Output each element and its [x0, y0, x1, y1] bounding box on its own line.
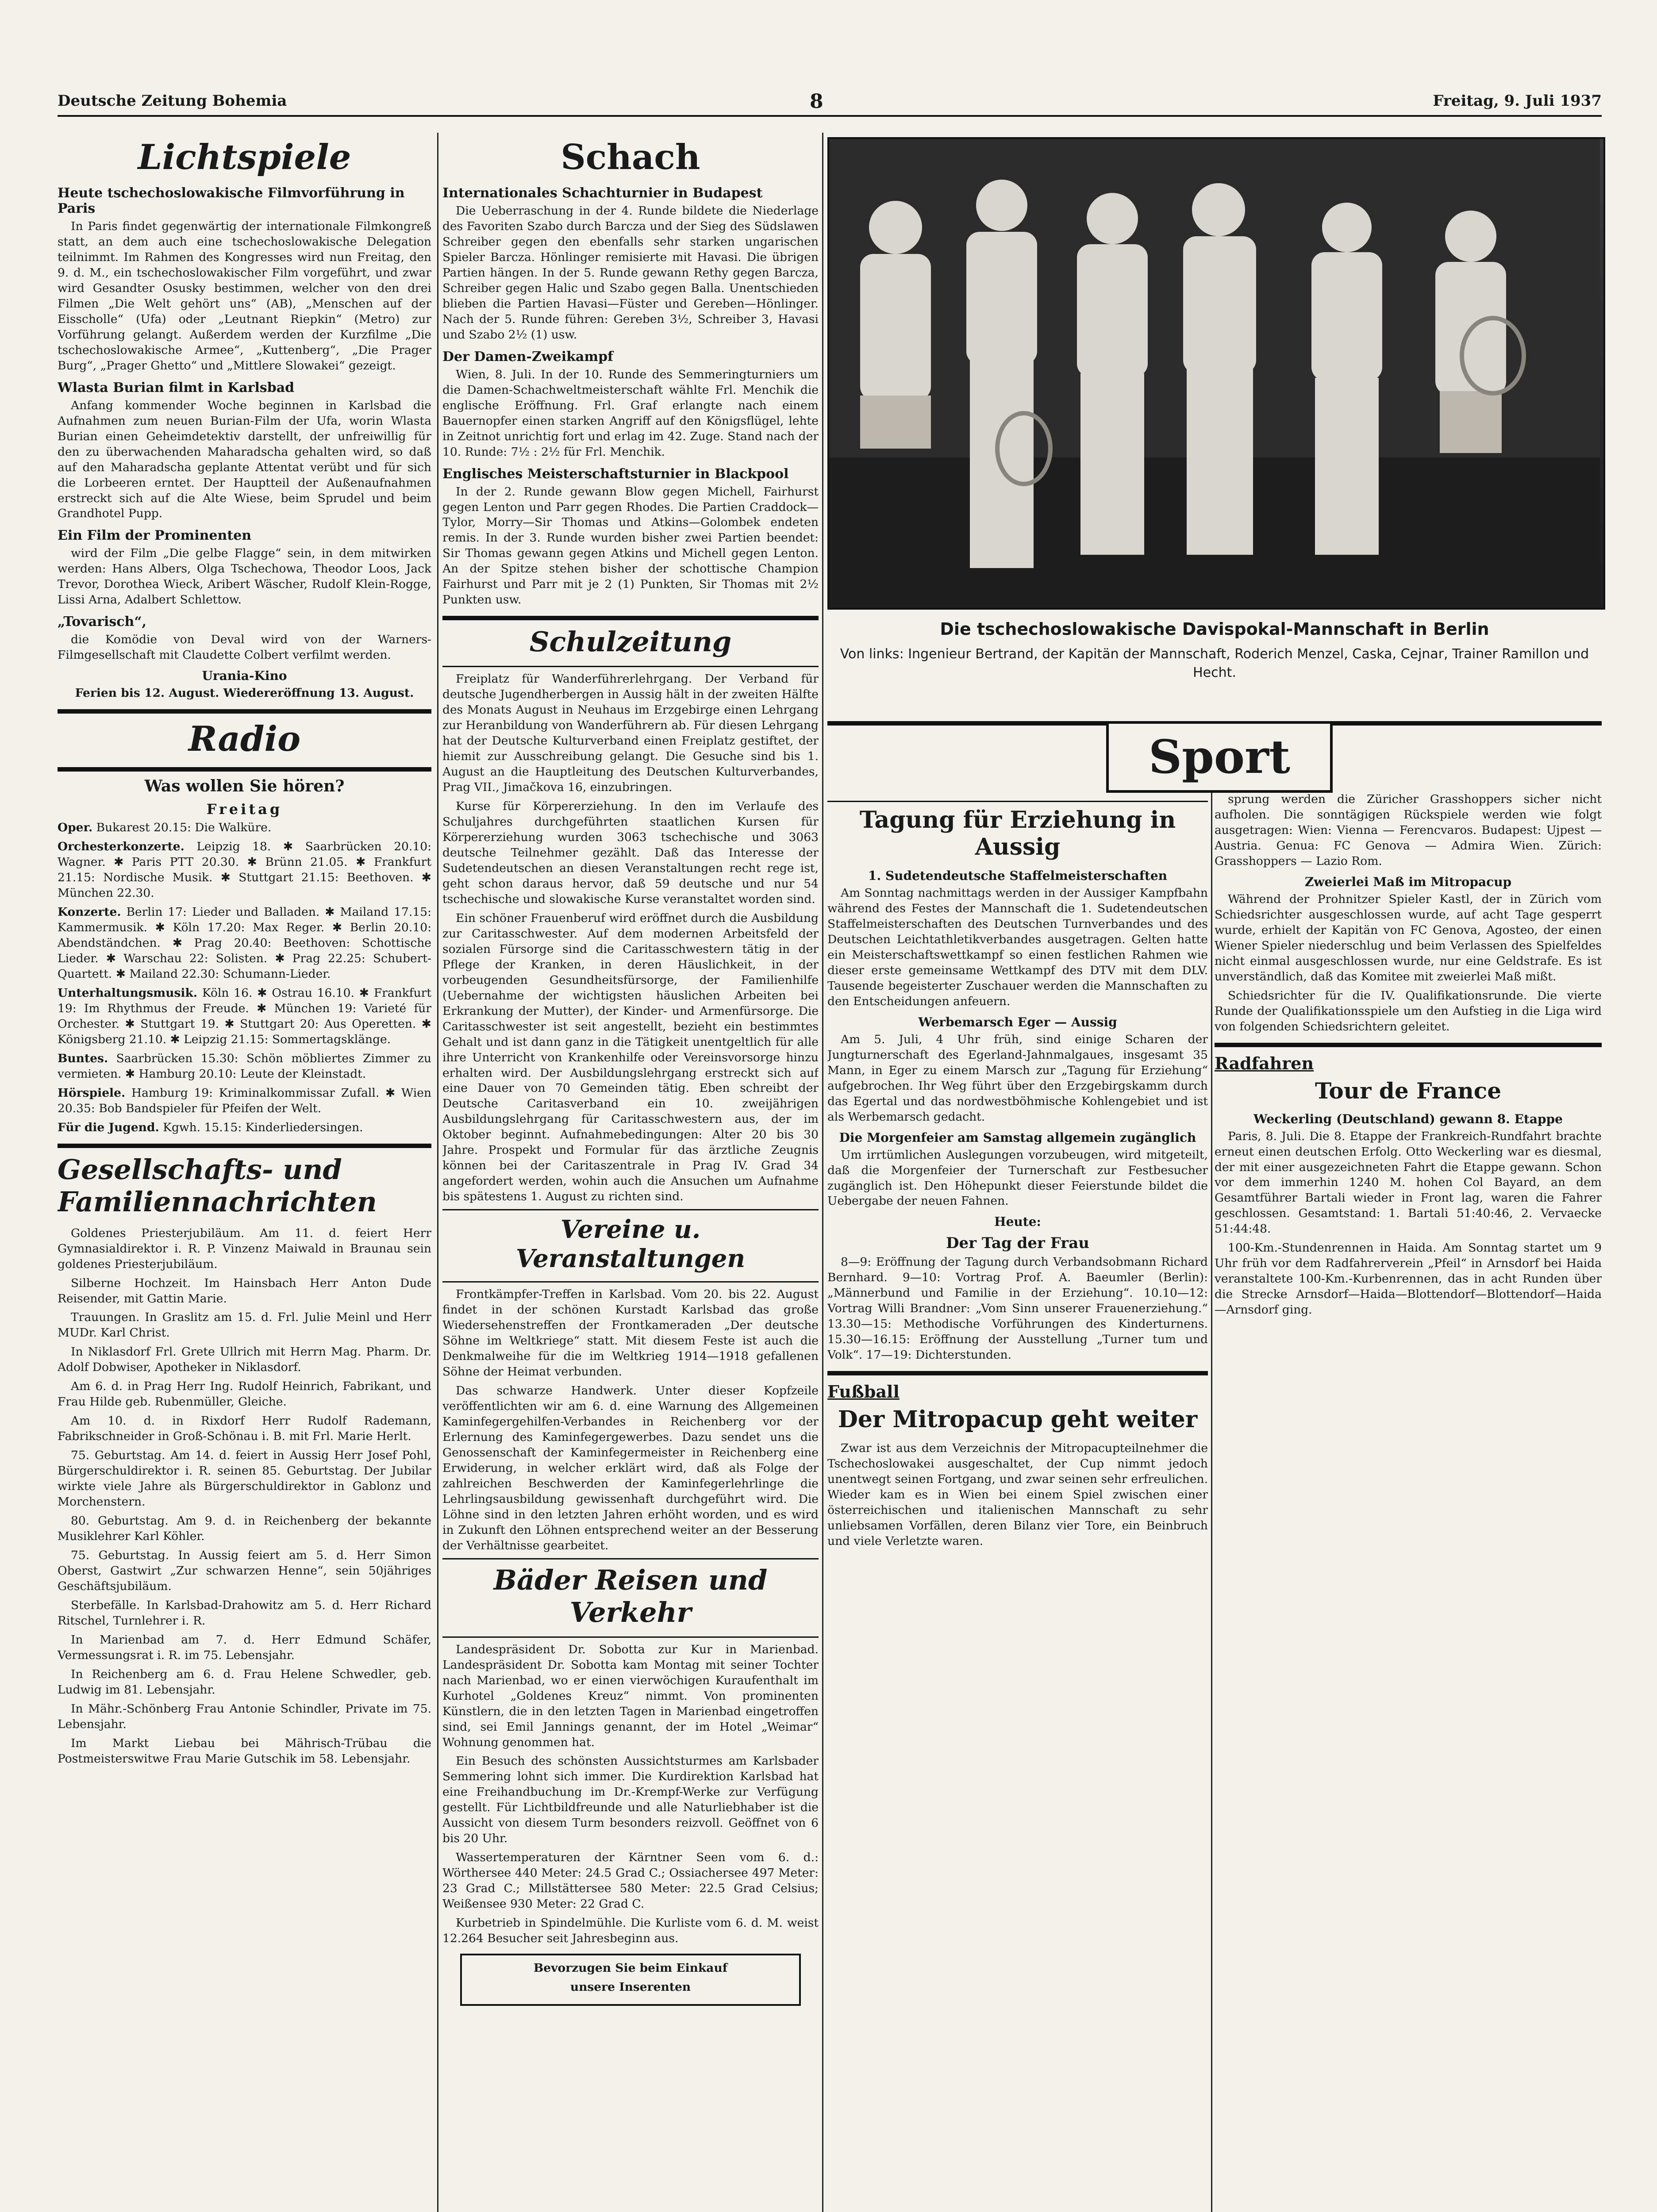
section-divider [442, 616, 819, 620]
photo-block [827, 137, 1602, 721]
section-title-gesellschaft: Gesellschafts- und Familiennachrichten [58, 1153, 377, 1218]
article-text: Ein Besuch des schönsten Aussichtsturmes am Karlsbader Semmering lohnt sich immer. Die Kurdirektion Karlsbad hat eine Freihandbuchung im Dr.-Krempf-Werke zur Verfügung gestellt. Für Lichtbildfreunde und alle Naturliebhaber ist die Aussicht von diesem Turm besonders reizvoll. Geöffnet von 6 bis 20 Uhr. [442, 1754, 819, 1846]
article-headline: Wlasta Burian filmt in Karlsbad [58, 380, 295, 396]
article-text: Um irrtümlichen Auslegungen vorzubeugen, wird mitgeteilt, daß die Morgenfeier der Turnerschaft zur Festbesucher zugänglich ist. Den Höhepunkt dieser Feierstunde bildet die Uebergabe der neuen Fahnen. [827, 1148, 1208, 1208]
section-title-radio: Radio [188, 719, 301, 760]
column-rule [822, 133, 823, 2212]
radio-category: Oper. [58, 821, 93, 835]
section-divider [442, 666, 819, 667]
radio-category: Orchesterkonzerte. [58, 840, 185, 854]
article-headline: Weckerling (Deutschland) gewann 8. Etappe [1253, 1111, 1563, 1126]
tagung-headline: Tagung für Erziehung in Aussig [859, 806, 1176, 860]
article-text: Frontkämpfer-Treffen in Karlsbad. Vom 20. bis 22. August findet in der schönen Kurstadt Karlsbad das große Wiedersehenstreffen der Frontkameraden „Der deutsche Söhne im Weltkriege“ statt. Mit diesem Feste ist auch die Denkmalweihe für die im Weltkrieg 1914—1918 gefallenen Söhne der Heimat verbunden. [442, 1287, 819, 1379]
article-text: Während der Prohnitzer Spieler Kastl, der in Zürich vom Schiedsrichter ausgeschlossen wurde, auf acht Tage gesperrt wurde, erhielt der Kapitän von FC Genova, Agosteo, der einen Wiener Spieler niederschlug und beim Verlassen des Spielfeldes nicht einmal ausgeschlossen wurde, nur eine Geldstrafe. Es ist unverständlich, daß das Komitee mit zweierlei Maß mißt. [1215, 892, 1602, 983]
article-headline: Englisches Meisterschaftsturnier in Blackpool [442, 466, 789, 482]
family-notice: Silberne Hochzeit. Im Hainsbach Herr Anton Dude Reisender, mit Gattin Marie. [58, 1276, 431, 1306]
article-text: Kurse für Körpererziehung. In den im Verlaufe des Schuljahres durchgeführten staatlichen Kursen für Körpererziehung wurden 3063 tschechische und 3063 deutsche Teilnehmer gezählt. Daß das Interesse der Sudetendeutschen an diesen Veranstaltungen recht rege ist, geht schon daraus hervor, daß 59 deutsche und nur 54 tschechische und slowakische Kurse veranstaltet worden sind. [442, 799, 819, 906]
family-notice: Goldenes Priesterjubiläum. Am 11. d. feiert Herr Gymnasialdirektor i. R. P. Vinzenz Maiwald in Braunau sein goldenes Priesterjubiläum. [58, 1226, 431, 1271]
family-notice: Am 6. d. in Prag Herr Ing. Rudolf Heinrich, Fabrikant, und Frau Hilde geb. Rubenmüller, Gleiche. [58, 1379, 431, 1409]
article-text: Kurbetrieb in Spindelmühle. Die Kurliste vom 6. d. M. weist 12.264 Besucher seit Jahresbeginn aus. [442, 1916, 819, 1946]
article-headline: Der Damen-Zweikampf [442, 349, 613, 365]
section-divider [442, 1281, 819, 1283]
column-3 [827, 796, 1208, 2212]
column-1 [58, 133, 431, 2212]
section-divider [58, 1144, 431, 1148]
article-text: In Paris findet gegenwärtig der internationale Filmkongreß statt, an dem auch eine tschechoslowakische Delegation teilnimmt. Im Rahmen des Kongresses wird nun Freitag, den 9. d. M., ein tschechoslowakischer Film vorgeführt, und zwar wird Gesandter Osusky bestimmen, welcher von den drei Filmen „Die Welt gehört uns“ (AB), „Menschen auf der Eisscholle“ (Ufa) oder „Leutnant Riepkin“ (Metro) zur Vorführung gelangt. Außerdem werden der Kurzfilme „Die tschechoslowakische Armee“, „Kuttenberg“, „Die Prager Burg“, „Prager Ghetto“ und „Mittlere Slowakei“ gezeigt. [58, 219, 431, 373]
radio-category: Buntes. [58, 1051, 108, 1065]
page-number: 8 [810, 90, 823, 113]
radio-category: Unterhaltungsmusik. [58, 986, 198, 1000]
article-text: In der 2. Runde gewann Blow gegen Michell, Fairhurst gegen Lenton und Parr gegen Rhodes. Die Partien Craddock—Tylor, Morry—Sir Thomas und Atkins—Golombek endeten remis. In der 3. Runde wurden bisher zwei Partien beendet: Sir Thomas gewann gegen Atkins und Michell gegen Lenton. An der Spitze stehen bisher der schottische Champion Fairhurst und Parr mit je 2 (1) Punkten, Sir Thomas mit 2½ Punkten usw. [442, 484, 819, 607]
article-headline: Die Morgenfeier am Samstag allgemein zugänglich [839, 1130, 1196, 1145]
fussball-label: Fußball [827, 1382, 900, 1402]
article-text: wird der Film „Die gelbe Flagge“ sein, in dem mitwirken werden: Hans Albers, Olga Tschechowa, Theodor Loos, Jack Trevor, Dorothea Wieck, Aribert Wäscher, Rudolf Klein-Rogge, Lissi Arna, Adalbert Schlettow. [58, 546, 431, 607]
article-text: Die Ueberraschung in der 4. Runde bildete die Niederlage des Favoriten Szabo durch Barcza und der Sieg des Südslawen Schreiber gegen den ebenfalls sehr starken ungarischen Spieler Barcza. Hönlinger remisierte mit Havasi. Die übrigen Partien hängen. In der 5. Runde gewann Rethy gegen Barcza, Schreiber gegen Halic und Szabo gegen Balla. Unentschieden blieben die Partien Havasi—Füster und Gereben—Hönlinger. Nach der 5. Runde führen: Gereben 3½, Schreiber 3, Havasi und Szabo 2½ (1) usw. [442, 204, 819, 342]
article-text: die Komödie von Deval wird von der Warners-Filmgesellschaft mit Claudette Colbert verfilmt werden. [58, 633, 431, 662]
radio-category: Konzerte. [58, 905, 121, 919]
radio-category: Für die Jugend. [58, 1120, 159, 1134]
article-text: Zwar ist aus dem Verzeichnis der Mitropacupteilnehmer die Tschechoslowakei ausgeschaltet, der Cup nimmt jedoch unentwegt seinen Fortgang, und zwar seinen sehr erfreulichen. Wieder kam es in Wien bei einem Spiel zwischen einer österreichischen und italienischen Mannschaft zu sehr unliebsamen Vorfällen, deren Bilanz vier Tore, ein Beinbruch und viele Verletzte waren. [827, 1441, 1208, 1548]
radfahren-label: Radfahren [1215, 1053, 1314, 1073]
article-text: sprung werden die Züricher Grasshoppers sicher nicht aufholen. Die sonntägigen Rückspiele werden wie folgt ausgetragen: Wien: Vienna — Ferencvaros. Budapest: Ujpest — Austria. Genua: FC Genova — Admira Wien. Zürich: Grasshoppers — Lazio Rom. [1215, 792, 1602, 868]
article-text: Paris, 8. Juli. Die 8. Etappe der Frankreich-Rundfahrt brachte erneut einen deutschen Erfolg. Otto Weckerling war es diesmal, der mit einer ausgezeichneten Fahrt die Etappe gewann. Schon vor dem immerhin 1240 M. hohen Col Bayard, an dem Gesamtführer Bartali wieder in Front lag, waren die Fahrer geschlossen. Gesamtstand: 1. Bartali 51:40:46, 2. Vervaecke 51:44:48. [1215, 1129, 1602, 1236]
article-headline: 1. Sudetendeutsche Staffelmeisterschaften [868, 868, 1167, 883]
family-notice: Trauungen. In Graslitz am 15. d. Frl. Julie Meinl und Herr MUDr. Karl Christ. [58, 1310, 431, 1340]
article-text: Ein schöner Frauenberuf wird eröffnet durch die Ausbildung zur Caritasschwester. Auf dem modernen Arbeitsfeld der sozialen Fürsorge sind die Caritasschwestern tätig in der Pflege der Kranken, in deren Häuslichkeit, in der vorbeugenden Gesundheitsfürsorge, der Familienhilfe (Uebernahme der wichtigsten häuslichen Arbeiten bei Erkrankung der Mutter), der Kinder- und Armenfürsorge. Die Caritasschwester ist seit angestellt, bezieht ein bestimmtes Gehalt und ist dann ganz in die Tätigkeit unentgeltlich für alle ihre Unterricht von Krankenhilfe oder Vereinsvorsorge hinzu erhalten wird. Der Ausbildungslehrgang erstreckt sich auf eine Dauer von 70 Gemeinden tätig. Eben schreibt der Deutsche Caritasverband ein 10. zweijährigen Ausbildungslehrgang für Caritasschwestern aus, der im Oktober beginnt. Aufnahmebedingungen: Alter 20 bis 30 Jahre. Prospekt und Formular für das ärztliche Zeugnis können bei der Caritaszentrale in Prag IV. Grad 34 angefordert werden, wohin auch die Ansuchen um Aufnahme bis spätestens 1. August zu richten sind. [442, 911, 819, 1204]
column-rule [1211, 792, 1212, 2212]
team-photo-image [829, 139, 1600, 604]
team-photo [827, 137, 1605, 610]
article-text: 8—9: Eröffnung der Tagung durch Verbandsobmann Richard Bernhard. 9—10: Vortrag Prof. A. Baeumler (Berlin): „Männerbund und Familie in der Erziehung“. 10.10—12: Vortrag Willi Brandner: „Vom Sinn unserer Frauenerziehung.“ 13.30—15: Methodische Vorführungen des Kinderturnens. 15.30—16.15: Eröffnung der Ausstellung „Turner tum und Volk“. 17—19: Dichterstunden. [827, 1255, 1208, 1362]
article-headline: Zweierlei Maß im Mitropacup [1304, 874, 1512, 889]
article-headline: Internationales Schachturnier in Budapest [442, 185, 763, 201]
column-2 [442, 133, 819, 2212]
radio-question: Was wollen Sie hören? [144, 777, 345, 796]
family-notice: In Niklasdorf Frl. Grete Ullrich mit Herrn Mag. Pharm. Dr. Adolf Dobwiser, Apotheker in Niklasdorf. [58, 1345, 431, 1375]
family-notice: Im Markt Liebau bei Mährisch-Trübau die Postmeisterswitwe Frau Marie Gutschik im 58. Lebensjahr. [58, 1736, 431, 1766]
issue-date: Freitag, 9. Juli 1937 [1433, 92, 1602, 110]
section-divider [827, 801, 1208, 802]
tour-headline: Tour de France [1315, 1077, 1502, 1104]
article-headline: Ein Film der Prominenten [58, 528, 252, 544]
article-text: Schiedsrichter für die IV. Qualifikationsrunde. Die vierte Runde der Qualifikationsspiele um den Aufstieg in die Liga wird von folgenden Schiedsrichtern geleitet. [1215, 988, 1602, 1033]
family-notice: 75. Geburtstag. Am 14. d. feiert in Aussig Herr Josef Pohl, Bürgerschuldirektor i. R. seinen 85. Geburtstag. Der Jubilar wirkte viele Jahre als Bürgerschuldirektor in Gablonz und Morchenstern. [58, 1448, 431, 1509]
section-title-schach: Schach [561, 137, 700, 177]
article-text: Am Sonntag nachmittags werden in der Aussiger Kampfbahn während des Festes der Mannschaft die 1. Sudetendeutschen Staffelmeisterschaften des Deutschen Turnverbandes und des Deutschen Leichtathletikverbandes ausgetragen. Gelten hatte ein Meisterschaftswettkampf so einen festlichen Rahmen wie dieser erste gemeinsame Wettkampf des DTV mit dem DLV. Tausende begeisterter Zuschauer werden die Mannschaften zu den Entscheidungen anfeuern. [827, 886, 1208, 1008]
article-headline: Heute tschechoslowakische Filmvorführung in Paris [58, 185, 405, 216]
section-title-schulzeitung: Schulzeitung [529, 626, 732, 658]
radio-listing: Hamburg 19: Kriminalkommissar Zufall. ✱ Wien 20.35: Bob Bandspieler für Pfeifen der Welt. [58, 1086, 431, 1115]
section-divider [58, 767, 431, 772]
article-text: Landespräsident Dr. Sobotta zur Kur in Marienbad. Landespräsident Dr. Sobotta kam Montag mit seiner Tochter nach Marienbad, wo er einen vierwöchigen Kuraufenthalt im Kurhotel „Goldenes Kreuz“ nimmt. Von prominenten Künstlern, die in den letzten Tagen in Marienbad eingetroffen sind, sei Emil Jannings genannt, der im Hotel „Weimar“ Wohnung genommen hat. [442, 1642, 819, 1749]
radio-listing: Saarbrücken 15.30: Schön möbliertes Zimmer zu vermieten. ✱ Hamburg 20.10: Leute der Kleinstadt. [58, 1051, 431, 1081]
family-notice: In Reichenberg am 6. d. Frau Helene Schwedler, geb. Ludwig im 81. Lebensjahr. [58, 1667, 431, 1697]
family-notice: 80. Geburtstag. Am 9. d. in Reichenberg der bekannte Musiklehrer Karl Köhler. [58, 1514, 431, 1544]
section-divider [442, 1636, 819, 1638]
radio-listing: Leipzig 18. ✱ Saarbrücken 20.10: Wagner. ✱ Paris PTT 20.30. ✱ Brünn 21.05. ✱ Frankfurt 21.15: Nordische Musik. ✱ Stuttgart 21.15: Beethoven. ✱ München 22.30. [58, 840, 431, 900]
section-title-baeder: Bäder Reisen und Verkehr [493, 1563, 768, 1628]
photo-caption-title: Die tschechoslowakische Davispokal-Mannschaft in Berlin [940, 619, 1489, 639]
notice-line: unsere Inserenten [570, 1980, 691, 1994]
radio-listing: Bukarest 20.15: Die Walküre. [96, 821, 272, 835]
article-text: Wassertemperaturen der Kärntner Seen vom 6. d.: Wörthersee 440 Meter: 24.5 Grad C.; Ossiachersee 497 Meter: 23 Grad C.; Millstättersee 580 Meter: 22.5 Grad Celsius; Weißensee 930 Meter: 22 Grad C. [442, 1851, 819, 1911]
mitropa-headline: Der Mitropacup geht weiter [838, 1406, 1198, 1433]
article-text: 100-Km.-Stundenrennen in Haida. Am Sonntag startet um 9 Uhr früh vor dem Radfahrerverein „Pfeil“ in Arnsdorf bei Haida veranstaltete 100-Km.-Kurbenrennen, das in acht Runden über die Strecke Arnsdorf—Haida—Blottendorf—Blottendorf—Haida—Arnsdorf ging. [1215, 1241, 1602, 1317]
article-text: Am 5. Juli, 4 Uhr früh, sind einige Scharen der Jungturnerschaft des Egerland-Jahnmalgaues, insgesamt 35 Mann, in Eger zu einem Marsch zur „Tagung für Erziehung“ aufgebrochen. Ihr Weg führt über den Erzgebirgskamm durch das Egertal und das nordwestböhmische Kohlengebiet und ist als Werbemarsch gedacht. [827, 1032, 1208, 1124]
section-divider [827, 1371, 1208, 1375]
article-text: Ferien bis 12. August. Wiedereröffnung 13. August. [75, 686, 414, 700]
family-notice: Sterbefälle. In Karlsbad-Drahowitz am 5. d. Herr Richard Ritschel, Turnlehrer i. R. [58, 1598, 431, 1628]
radio-category: Hörspiele. [58, 1086, 126, 1100]
family-notice: 75. Geburtstag. In Aussig feiert am 5. d. Herr Simon Oberst, Gastwirt „Zur schwarzen Henne“, sein 50jähriges Geschäftsjubiläum. [58, 1548, 431, 1593]
notice-line: Bevorzugen Sie beim Einkauf [533, 1961, 728, 1975]
family-notice: Am 10. d. in Rixdorf Herr Rudolf Rademann, Fabrikschneider in Groß-Schönau i. B. mit Frl. Marie Herlt. [58, 1414, 431, 1444]
family-notice: In Marienbad am 7. d. Herr Edmund Schäfer, Vermessungsrat i. R. im 75. Lebensjahr. [58, 1632, 431, 1662]
family-notice: In Mähr.-Schönberg Frau Antonie Schindler, Private im 75. Lebensjahr. [58, 1701, 431, 1731]
section-title-vereine: Vereine u. Veranstaltungen [515, 1215, 746, 1274]
radio-listing: Köln 16. ✱ Ostrau 16.10. ✱ Frankfurt 19: Im Rhythmus der Freude. ✱ München 19: Varieté für Orchester. ✱ Stuttgart 19. ✱ Stuttgart 20: Aus Operetten. ✱ Königsberg 21.10. ✱ Leipzig 21.15: Sommertagsklänge. [58, 986, 431, 1046]
advertising-notice [460, 1954, 801, 2006]
article-headline: Werbemarsch Eger — Aussig [918, 1014, 1117, 1029]
article-headline: „Tovarisch“, [58, 614, 147, 630]
article-text: Anfang kommender Woche beginnen in Karlsbad die Aufnahmen zum neuen Burian-Film der Ufa, worin Wlasta Burian einen Geheimdetektiv darstellt, der unfreiwillig für den zu überwachenden Maharadscha gehalten wird, so daß auf den Maharadscha geplante Attentat verübt und für sich die Lorbeeren erntet. Der Hauptteil der Außenaufnahmen erstreckt sich auf die Alte Wiese, beim Sprudel und beim Grandhotel Pupp. [58, 398, 431, 521]
paper-name: Deutsche Zeitung Bohemia [58, 92, 287, 110]
article-text: Freiplatz für Wanderführerlehrgang. Der Verband für deutsche Jugendherbergen in Aussig hält in der zweiten Hälfte des Monats August in Neuhaus im Erzgebirge einen Lehrgang zur Heranbildung von Wanderführern ab. Für diesen Lehrgang hat der Deutsche Kulturverband einen Freiplatz gestiftet, der hiemit zur Ausschreibung gelangt. Die Gesuche sind bis 1. August an die Hauptleitung des Deutschen Kulturverbandes, Prag VII., Jimačkova 16, einzubringen. [442, 672, 819, 795]
photo-caption: Von links: Ingenieur Bertrand, der Kapitän der Mannschaft, Roderich Menzel, Caska, Cejnar, Trainer Ramillon und Hecht. [840, 646, 1589, 680]
radio-listing: Kgwh. 15.15: Kinderliedersingen. [163, 1120, 363, 1134]
radio-day: Freitag [206, 801, 283, 818]
radio-listing: Berlin 17: Lieder und Balladen. ✱ Mailand 17.15: Kammermusik. ✱ Köln 17.20: Max Reger. ✱ Berlin 20.10: Abendständchen. ✱ Prag 20.40: Beethoven: Schottische Lieder. ✱ Warschau 22: Solisten. ✱ Prag 22.25: Schubert-Quartett. ✱ Mailand 22.30: Schumann-Lieder. [58, 905, 431, 981]
section-title-sport: Sport [1106, 721, 1333, 793]
article-headline: Der Tag der Frau [946, 1234, 1089, 1252]
section-divider [442, 1558, 819, 1559]
article-headline: Urania-Kino [202, 668, 287, 684]
page-header [58, 88, 1602, 117]
section-divider [442, 1209, 819, 1210]
section-divider [1215, 1043, 1602, 1047]
article-text: Das schwarze Handwerk. Unter dieser Kopfzeile veröffentlichten wir am 6. d. eine Warnung des Allgemeinen Kaminfegergehilfen-Verbandes in Reichenberg vor der Erlernung des Kaminfegergewerbes. Dazu sendet uns die Genossenschaft der Kaminfegermeister in Reichenberg eine Erwiderung, in welcher erklärt wird, daß als Folge der zahlreichen Beschwerden der Kaminfegerlehrlinge die Lehrlingsausbildung gewissenhaft durchgeführt wird. Die Löhne sind in den letzten Jahren erhöht worden, und es wird in Zukunft den Löhnen entsprechend weiter an der Besserung der Verhältnisse gearbeitet. [442, 1384, 819, 1552]
column-4 [1215, 792, 1602, 2212]
article-text: Wien, 8. Juli. In der 10. Runde des Semmeringturniers um die Damen-Schachweltmeisterschaft wählte Frl. Menchik die englische Eröffnung. Frl. Graf erlangte nach einem Bauernopfer einen starken Angriff auf den Königsflügel, lehte in Zeitnot unrichtig fort und erlag im 42. Zuge. Stand nach der 10. Runde: 7½ : 2½ für Frl. Menchik. [442, 367, 819, 459]
section-divider [58, 709, 431, 714]
column-rule [437, 133, 438, 2212]
heute-label: Heute: [994, 1214, 1041, 1229]
section-title-lichtspiele: Lichtspiele [138, 137, 351, 177]
